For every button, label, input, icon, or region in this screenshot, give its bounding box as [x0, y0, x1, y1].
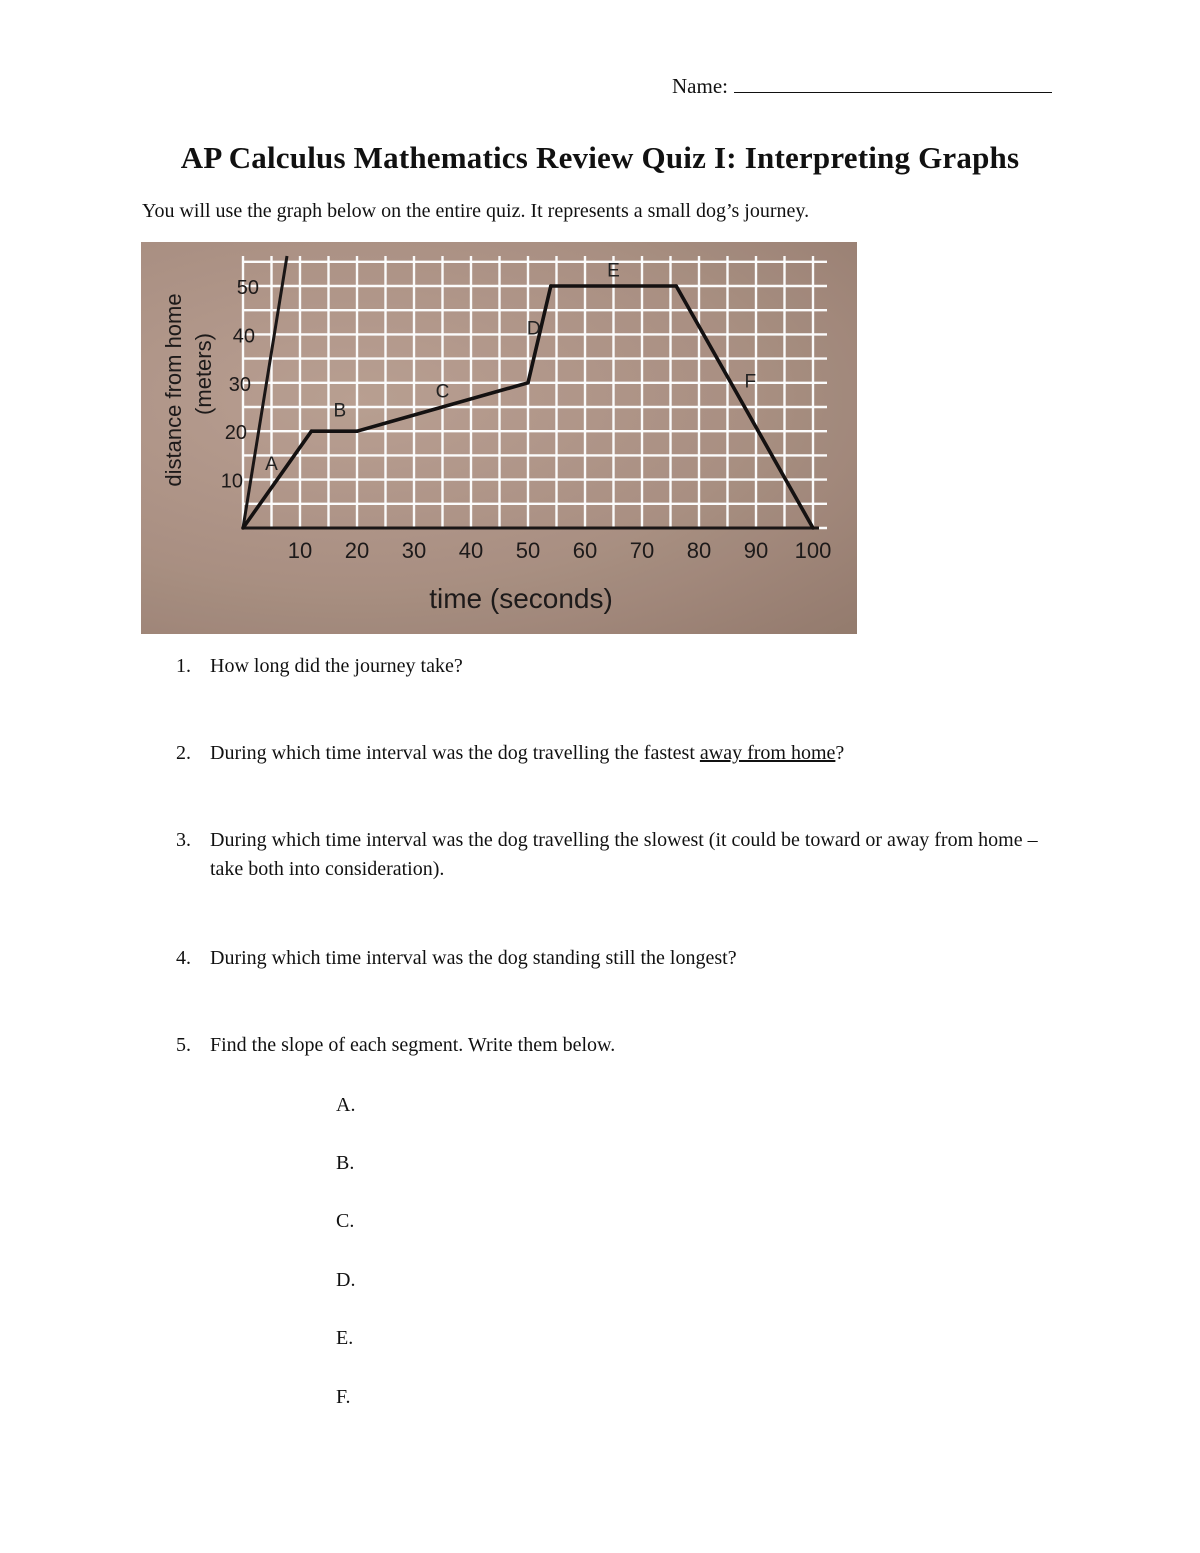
x-tick-label: 60 — [572, 538, 598, 563]
question-text-after: ? — [835, 742, 845, 764]
slope-answer-d[interactable]: D. — [336, 1269, 356, 1291]
question-text: During which time interval was the dog travelling the slowest (it could be toward or away from home – take both into consideration). — [210, 829, 1038, 880]
segment-label: A — [265, 453, 278, 475]
slope-answer-e[interactable]: E. — [336, 1327, 354, 1349]
x-tick-label: 10 — [287, 538, 313, 563]
question-number: 1. — [176, 655, 191, 677]
x-axis-title: time (seconds) — [429, 583, 613, 614]
data-point — [811, 526, 815, 530]
y-tick-label: 40 — [232, 325, 255, 348]
y-tick-label: 50 — [236, 277, 259, 299]
question-3 — [176, 826, 1070, 884]
question-2 — [176, 739, 1070, 768]
question-number: 4. — [176, 947, 191, 969]
question-number: 2. — [176, 742, 191, 764]
segment-label: B — [333, 400, 347, 422]
x-tick-label: 70 — [629, 538, 655, 563]
name-label: Name: — [672, 74, 728, 98]
segment-label: C — [435, 381, 450, 403]
slope-answer-b[interactable]: B. — [336, 1152, 355, 1174]
name-blank-line[interactable] — [734, 74, 1052, 93]
x-tick-label: 50 — [515, 538, 541, 563]
name-field[interactable] — [672, 74, 1052, 99]
x-tick-label: 30 — [401, 538, 427, 563]
slope-answer-a[interactable]: A. — [336, 1094, 356, 1116]
y-tick-label: 30 — [228, 373, 251, 396]
segment-label: E — [607, 260, 620, 282]
y-axis-title: distance from home — [161, 293, 186, 487]
x-tick-label: 100 — [794, 538, 832, 563]
slope-answer-c[interactable]: C. — [336, 1210, 355, 1232]
question-underlined-text: away from home — [699, 742, 836, 764]
data-point — [549, 284, 553, 288]
slope-answer-f[interactable]: F. — [336, 1386, 351, 1408]
x-tick-label: 20 — [344, 538, 370, 563]
page-title: AP Calculus Mathematics Review Quiz I: Interpreting Graphs — [180, 140, 1020, 175]
segment-label: F — [744, 371, 757, 393]
question-text: During which time interval was the dog standing still the longest? — [210, 947, 737, 969]
data-point — [355, 429, 359, 433]
question-5 — [176, 1031, 1070, 1060]
distance-time-chart — [141, 242, 857, 634]
question-4 — [176, 944, 1070, 973]
y-tick-label: 20 — [224, 422, 247, 445]
question-text: Find the slope of each segment. Write them below. — [210, 1034, 616, 1056]
x-tick-label: 40 — [458, 538, 484, 563]
y-axis-title-units: (meters) — [191, 333, 216, 415]
y-tick-label: 10 — [220, 470, 243, 493]
data-point — [674, 284, 678, 288]
data-point — [310, 429, 314, 433]
intro-text: You will use the graph below on the entire quiz. It represents a small dog’s journey. — [142, 200, 810, 222]
x-tick-label: 80 — [686, 538, 712, 563]
data-point — [526, 381, 530, 385]
question-text: How long did the journey take? — [210, 655, 463, 677]
x-tick-label: 90 — [743, 538, 769, 563]
question-number: 5. — [176, 1034, 191, 1056]
question-text-before: During which time interval was the dog travelling the fastest — [210, 742, 700, 764]
segment-label: D — [526, 318, 541, 340]
journey-graph — [141, 242, 857, 634]
question-number: 3. — [176, 829, 191, 851]
question-1 — [176, 652, 1070, 681]
data-point — [241, 526, 245, 530]
